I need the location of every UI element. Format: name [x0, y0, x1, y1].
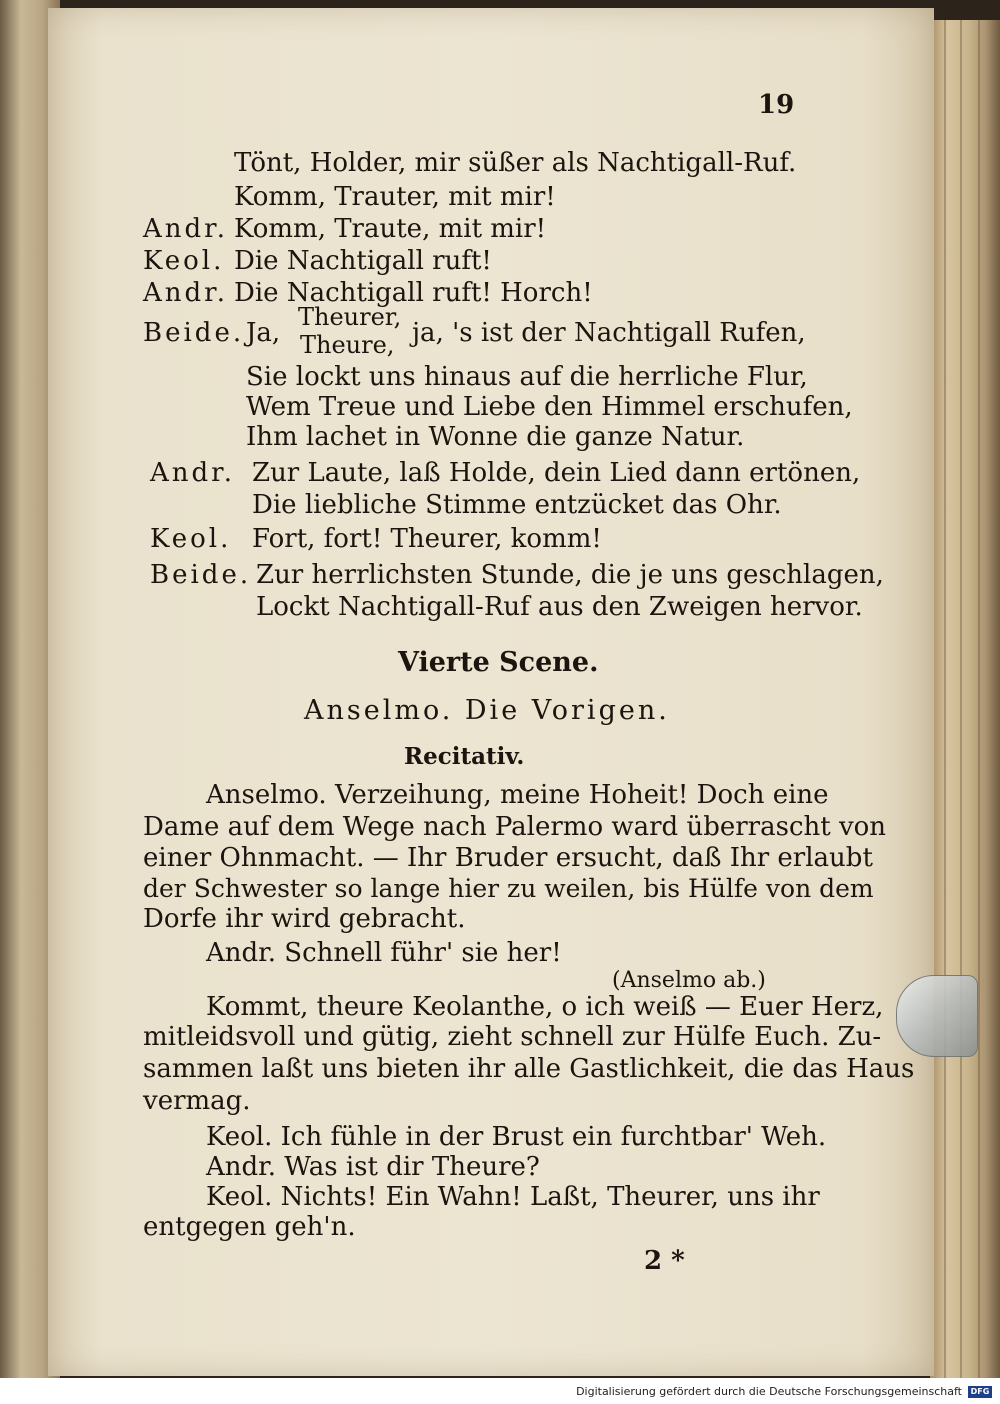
prose-line: entgegen geh'n.: [143, 1212, 356, 1242]
verse-line: Komm, Trauter, mit mir!: [234, 182, 556, 212]
prose-line: Keol. Nichts! Ein Wahn! Laßt, Theurer, uns ihr: [206, 1182, 820, 1212]
footer-bar: [0, 1378, 1000, 1404]
speaker-label: Keol.: [143, 246, 225, 276]
prose-line: vermag.: [143, 1086, 251, 1116]
option-theurer: Theurer,: [298, 303, 402, 331]
verse-line: Zur Laute, laß Holde, dein Lied dann ertönen,: [252, 458, 861, 488]
speaker-label: Beide.: [150, 560, 252, 590]
verse-line: Sie lockt uns hinaus auf die herrliche Flur,: [246, 362, 808, 392]
prose-line: Keol. Ich fühle in der Brust ein furchtbar' Weh.: [206, 1122, 827, 1152]
speaker-label: Beide.: [143, 318, 245, 348]
prose-line: mitleidsvoll und gütig, zieht schnell zur Hülfe Euch. Zu-: [143, 1022, 882, 1052]
dfg-logo-icon: DFG: [968, 1386, 992, 1398]
prose-line: Kommt, theure Keolanthe, o ich weiß — Euer Herz,: [206, 992, 884, 1022]
page-stack-edge: [930, 20, 1000, 1380]
verse-line: Wem Treue und Liebe den Himmel erschufen,: [246, 392, 853, 422]
verse-fragment: Ja,: [246, 318, 281, 348]
verse-line: Komm, Traute, mit mir!: [234, 214, 547, 244]
prose-line: Andr. Schnell führ' sie her!: [206, 938, 562, 968]
verse-fragment: ja, 's ist der Nachtigall Rufen,: [412, 318, 806, 348]
speaker-label: Andr.: [150, 458, 236, 488]
prose-line: einer Ohnmacht. — Ihr Bruder ersucht, daß Ihr erlaubt: [143, 843, 873, 873]
verse-line: Die Nachtigall ruft!: [234, 246, 492, 276]
verse-line: Lockt Nachtigall-Ruf aus den Zweigen hervor.: [256, 592, 863, 622]
prose-line: Dorfe ihr wird gebracht.: [143, 904, 466, 934]
verse-line: Die liebliche Stimme entzücket das Ohr.: [252, 490, 782, 520]
signature-mark: 2 *: [644, 1246, 685, 1276]
scene-characters: Anselmo. Die Vorigen.: [304, 695, 670, 726]
speaker-label: Keol.: [150, 524, 232, 554]
prose-line: Anselmo. Verzeihung, meine Hoheit! Doch eine: [206, 780, 829, 810]
speaker-label: Andr.: [143, 214, 229, 244]
verse-line: Tönt, Holder, mir süßer als Nachtigall-Ruf.: [234, 148, 797, 178]
option-theure: Theure,: [300, 331, 395, 359]
page-clip: [896, 975, 978, 1057]
prose-line: sammen laßt uns bieten ihr alle Gastlichkeit, die das Haus: [143, 1054, 915, 1084]
verse-line: Fort, fort! Theurer, komm!: [252, 524, 602, 554]
page-number: 19: [758, 90, 795, 120]
stage-direction: (Anselmo ab.): [612, 968, 766, 993]
verse-line: Die Nachtigall ruft! Horch!: [234, 278, 593, 308]
speaker-label: Andr.: [143, 278, 229, 308]
recitativ-heading: Recitativ.: [404, 743, 525, 770]
scene-title: Vierte Scene.: [398, 647, 599, 678]
prose-line: Andr. Was ist dir Theure?: [206, 1152, 540, 1182]
verse-line: Zur herrlichsten Stunde, die je uns geschlagen,: [256, 560, 884, 590]
verse-line: Ihm lachet in Wonne die ganze Natur.: [246, 422, 745, 452]
prose-line: Dame auf dem Wege nach Palermo ward überrascht von: [143, 812, 887, 842]
prose-line: der Schwester so lange hier zu weilen, bis Hülfe von dem: [143, 874, 874, 903]
footer-credit: Digitalisierung gefördert durch die Deutsche Forschungsgemeinschaft: [576, 1385, 962, 1398]
